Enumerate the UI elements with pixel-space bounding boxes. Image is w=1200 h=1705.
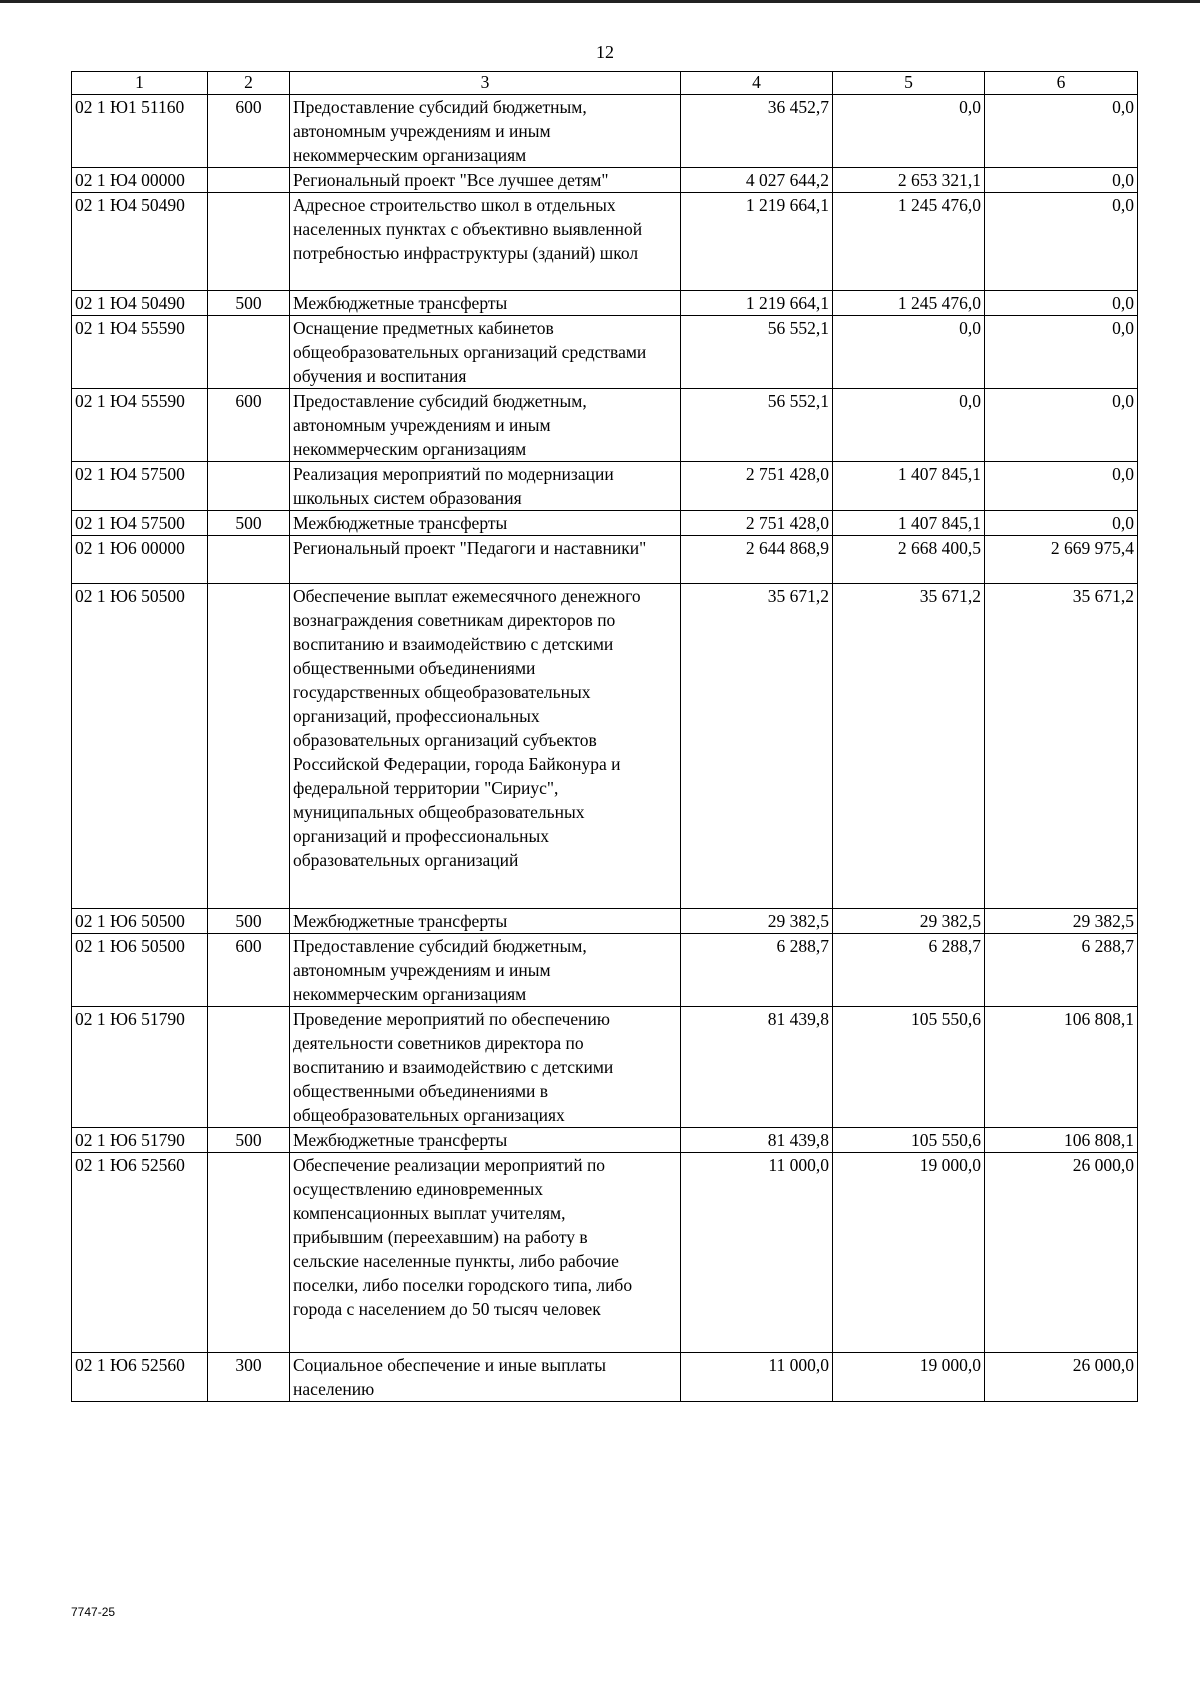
row-name: Адресное строительство школ в отдельных населенных пунктах с объективно выявленной потребностью инфраструктуры (зданий) школ	[290, 193, 681, 291]
row-value-5: 0,0	[833, 95, 985, 168]
row-value-4: 11 000,0	[681, 1153, 833, 1353]
table-row	[72, 1353, 1138, 1402]
row-name: Межбюджетные трансферты	[290, 1128, 681, 1153]
row-code: 02 1 Ю6 52560	[72, 1353, 208, 1402]
row-value-4: 56 552,1	[681, 389, 833, 462]
row-name: Обеспечение выплат ежемесячного денежного вознаграждения советникам директоров по воспитанию и взаимодействию с детскими общественными объединениями государственных общеобразовательных организаций, профессиональных образовательных организаций субъектов Российской Федерации, города Байконура и федеральной территории "Сириус", муниципальных общеобразовательных организаций и профессиональных образовательных организаций	[290, 584, 681, 909]
row-code: 02 1 Ю6 52560	[72, 1153, 208, 1353]
row-name: Предоставление субсидий бюджетным, автономным учреждениям и иным некоммерческим организациям	[290, 934, 681, 1007]
column-header-5: 5	[833, 72, 985, 95]
row-value-4: 1 219 664,1	[681, 193, 833, 291]
row-expense-type: 500	[208, 291, 290, 316]
row-value-5: 19 000,0	[833, 1353, 985, 1402]
row-value-5: 0,0	[833, 316, 985, 389]
row-code: 02 1 Ю4 57500	[72, 511, 208, 536]
row-expense-type: 500	[208, 511, 290, 536]
table-row	[72, 168, 1138, 193]
row-value-6: 0,0	[985, 193, 1138, 291]
row-value-4: 29 382,5	[681, 909, 833, 934]
column-header-3: 3	[290, 72, 681, 95]
row-expense-type: 600	[208, 95, 290, 168]
row-value-4: 6 288,7	[681, 934, 833, 1007]
row-value-4: 1 219 664,1	[681, 291, 833, 316]
top-border	[0, 0, 1200, 3]
table-row	[72, 389, 1138, 462]
row-value-5: 19 000,0	[833, 1153, 985, 1353]
row-value-4: 56 552,1	[681, 316, 833, 389]
row-name: Предоставление субсидий бюджетным, автономным учреждениям и иным некоммерческим организациям	[290, 95, 681, 168]
row-value-6: 0,0	[985, 462, 1138, 511]
row-value-4: 81 439,8	[681, 1128, 833, 1153]
row-value-6: 106 808,1	[985, 1128, 1138, 1153]
row-code: 02 1 Ю6 00000	[72, 536, 208, 584]
row-value-5: 6 288,7	[833, 934, 985, 1007]
row-code: 02 1 Ю4 50490	[72, 193, 208, 291]
row-value-5: 2 653 321,1	[833, 168, 985, 193]
row-value-5: 35 671,2	[833, 584, 985, 909]
row-value-4: 2 751 428,0	[681, 462, 833, 511]
row-value-5: 105 550,6	[833, 1007, 985, 1128]
row-expense-type: 600	[208, 934, 290, 1007]
column-header-6: 6	[985, 72, 1138, 95]
row-value-5: 0,0	[833, 389, 985, 462]
row-code: 02 1 Ю4 57500	[72, 462, 208, 511]
row-name: Проведение мероприятий по обеспечению деятельности советников директора по воспитанию и взаимодействию с детскими общественными объединениями в общеобразовательных организациях	[290, 1007, 681, 1128]
row-code: 02 1 Ю4 50490	[72, 291, 208, 316]
column-header-4: 4	[681, 72, 833, 95]
row-expense-type	[208, 168, 290, 193]
row-name: Предоставление субсидий бюджетным, автономным учреждениям и иным некоммерческим организациям	[290, 389, 681, 462]
row-expense-type: 500	[208, 1128, 290, 1153]
row-value-6: 35 671,2	[985, 584, 1138, 909]
table-row	[72, 1007, 1138, 1128]
table-row	[72, 95, 1138, 168]
row-value-5: 1 245 476,0	[833, 291, 985, 316]
row-value-4: 11 000,0	[681, 1353, 833, 1402]
table-body	[72, 95, 1138, 1402]
row-value-6: 0,0	[985, 95, 1138, 168]
row-code: 02 1 Ю6 50500	[72, 934, 208, 1007]
row-expense-type: 600	[208, 389, 290, 462]
row-name: Межбюджетные трансферты	[290, 511, 681, 536]
row-code: 02 1 Ю6 50500	[72, 584, 208, 909]
row-value-4: 2 751 428,0	[681, 511, 833, 536]
table-row	[72, 934, 1138, 1007]
document-code: 7747-25	[71, 1605, 116, 1619]
table-row	[72, 1153, 1138, 1353]
row-value-5: 1 407 845,1	[833, 462, 985, 511]
row-value-5: 1 245 476,0	[833, 193, 985, 291]
row-value-6: 26 000,0	[985, 1353, 1138, 1402]
table-row	[72, 1128, 1138, 1153]
row-code: 02 1 Ю4 55590	[72, 316, 208, 389]
row-code: 02 1 Ю1 51160	[72, 95, 208, 168]
row-expense-type	[208, 1007, 290, 1128]
row-code: 02 1 Ю6 51790	[72, 1007, 208, 1128]
row-name: Региональный проект "Все лучшее детям"	[290, 168, 681, 193]
row-expense-type: 300	[208, 1353, 290, 1402]
row-name: Социальное обеспечение и иные выплаты населению	[290, 1353, 681, 1402]
row-value-4: 35 671,2	[681, 584, 833, 909]
budget-table	[71, 71, 1138, 1402]
row-value-5: 29 382,5	[833, 909, 985, 934]
row-expense-type	[208, 584, 290, 909]
column-header-1: 1	[72, 72, 208, 95]
table-row	[72, 291, 1138, 316]
column-header-2: 2	[208, 72, 290, 95]
table-row	[72, 193, 1138, 291]
table-row	[72, 909, 1138, 934]
row-expense-type	[208, 1153, 290, 1353]
page-number: 12	[596, 42, 614, 62]
row-expense-type	[208, 462, 290, 511]
row-value-6: 29 382,5	[985, 909, 1138, 934]
table-row	[72, 536, 1138, 584]
row-name: Реализация мероприятий по модернизации школьных систем образования	[290, 462, 681, 511]
row-value-6: 0,0	[985, 291, 1138, 316]
row-value-4: 36 452,7	[681, 95, 833, 168]
row-expense-type	[208, 316, 290, 389]
row-value-4: 2 644 868,9	[681, 536, 833, 584]
row-name: Обеспечение реализации мероприятий по осуществлению единовременных компенсационных выплат учителям, прибывшим (переехавшим) на работу в сельские населенные пункты, либо рабочие поселки, либо поселки городского типа, либо города с населением до 50 тысяч человек	[290, 1153, 681, 1353]
table-row	[72, 316, 1138, 389]
row-code: 02 1 Ю6 51790	[72, 1128, 208, 1153]
row-value-6: 6 288,7	[985, 934, 1138, 1007]
row-value-5: 105 550,6	[833, 1128, 985, 1153]
row-expense-type	[208, 536, 290, 584]
row-value-5: 2 668 400,5	[833, 536, 985, 584]
header-row	[72, 72, 1138, 95]
row-name: Региональный проект "Педагоги и наставники"	[290, 536, 681, 584]
row-code: 02 1 Ю6 50500	[72, 909, 208, 934]
row-value-6: 0,0	[985, 168, 1138, 193]
row-expense-type: 500	[208, 909, 290, 934]
row-value-6: 2 669 975,4	[985, 536, 1138, 584]
row-name: Межбюджетные трансферты	[290, 909, 681, 934]
row-value-4: 81 439,8	[681, 1007, 833, 1128]
table-row	[72, 462, 1138, 511]
row-name: Межбюджетные трансферты	[290, 291, 681, 316]
row-value-6: 0,0	[985, 316, 1138, 389]
table-row	[72, 511, 1138, 536]
row-value-4: 4 027 644,2	[681, 168, 833, 193]
row-value-6: 0,0	[985, 511, 1138, 536]
row-value-5: 1 407 845,1	[833, 511, 985, 536]
row-code: 02 1 Ю4 00000	[72, 168, 208, 193]
row-name: Оснащение предметных кабинетов общеобразовательных организаций средствами обучения и воспитания	[290, 316, 681, 389]
row-expense-type	[208, 193, 290, 291]
row-code: 02 1 Ю4 55590	[72, 389, 208, 462]
row-value-6: 106 808,1	[985, 1007, 1138, 1128]
row-value-6: 0,0	[985, 389, 1138, 462]
row-value-6: 26 000,0	[985, 1153, 1138, 1353]
table-row	[72, 584, 1138, 909]
